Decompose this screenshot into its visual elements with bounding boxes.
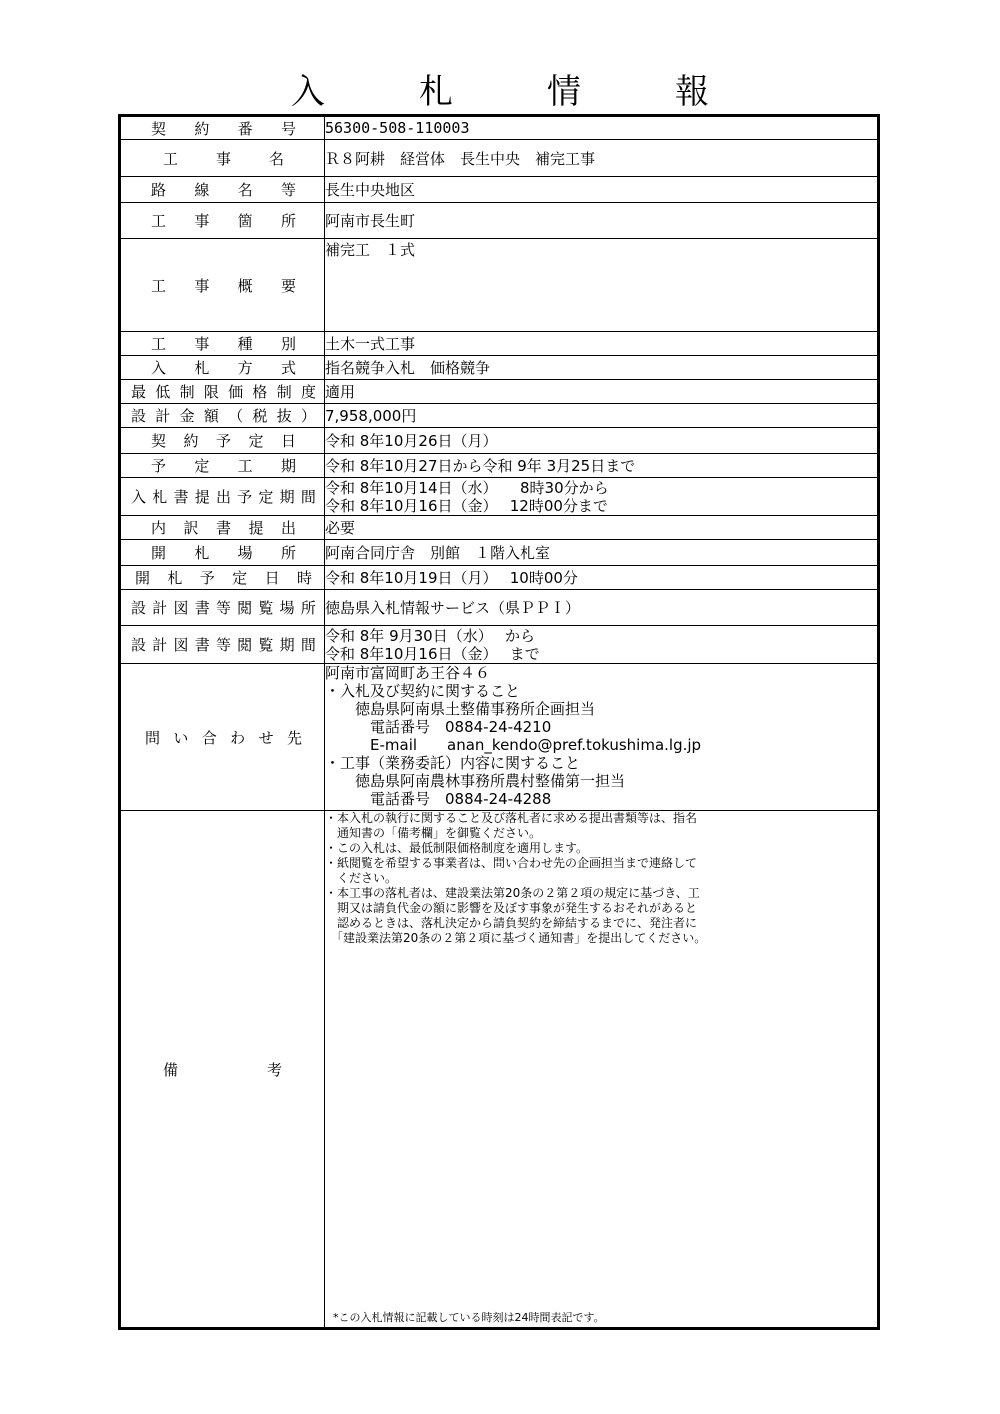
label-char: 名 — [268, 149, 284, 168]
label-char: 工 — [151, 276, 167, 295]
text-line: ください。 — [325, 871, 398, 885]
label-char: 先 — [286, 728, 302, 747]
label-bid-method — [120, 356, 325, 380]
label-char: 額 — [203, 407, 219, 425]
label-char: 等 — [280, 181, 296, 199]
value-bid-method: 指名競争入札 価格競争 — [325, 356, 879, 380]
label-char: 期 — [279, 488, 295, 506]
label-char: 約 — [194, 119, 210, 138]
label-char: 覧 — [258, 636, 274, 654]
text-line: 阿南市富岡町あ王谷４６ — [325, 664, 491, 682]
row-opening-datetime — [120, 566, 879, 590]
label-char: 限 — [203, 383, 219, 401]
label-char: 度 — [300, 383, 316, 401]
label-submission — [120, 478, 325, 516]
row-breakdown — [120, 516, 879, 540]
text-line: ・入札及び契約に関すること — [325, 682, 521, 700]
label-char: 等 — [215, 636, 231, 654]
label-char: 場 — [237, 544, 253, 562]
row-viewing-period — [120, 626, 879, 664]
label-char: 予 — [237, 488, 253, 506]
label-char: 入 — [131, 488, 147, 506]
label-char: 開 — [135, 569, 151, 587]
value-remarks — [325, 811, 879, 1329]
label-char: 提 — [248, 519, 264, 537]
bid-info-table — [118, 114, 880, 1330]
label-char: 金 — [179, 407, 195, 425]
label-char: 名 — [237, 181, 253, 199]
label-char: 最 — [131, 383, 147, 401]
label-char: 番 — [237, 119, 253, 138]
label-char: 書 — [194, 599, 210, 617]
label-char: 出 — [280, 519, 296, 537]
text-line: 徳島県阿南農林事務所農村整備第一担当 — [325, 772, 626, 790]
label-char: 書 — [194, 636, 210, 654]
label-char: 図 — [173, 599, 189, 617]
label-char: 概 — [237, 276, 253, 295]
label-char: 書 — [173, 488, 189, 506]
label-char: 間 — [300, 636, 316, 654]
label-char: い — [173, 728, 189, 747]
text-line: 徳島県阿南県土整備事務所企画担当 — [325, 700, 596, 718]
row-design-amount — [120, 404, 879, 428]
label-char: 事 — [215, 149, 231, 168]
label-route-name — [120, 177, 325, 203]
value-breakdown: 必要 — [325, 516, 879, 540]
value-work-type: 土木一式工事 — [325, 332, 879, 356]
label-char: 約 — [183, 432, 199, 450]
label-char: 間 — [300, 488, 316, 506]
value-contract-date: 令和 8年10月26日（月） — [325, 428, 879, 454]
page-title: 入 札 情 報 — [291, 72, 739, 112]
label-char: 開 — [151, 544, 167, 562]
label-char: 定 — [248, 432, 264, 450]
row-work-site — [120, 203, 879, 239]
value-opening-datetime: 令和 8年10月19日（月） 10時00分 — [325, 566, 879, 590]
text-line: E-mail anan_kendo@pref.tokushima.lg.jp — [325, 736, 702, 754]
remarks-footer: *この入札情報に記載している時刻は24時間表記です。 — [333, 1311, 605, 1324]
text-line: 電話番号 0884-24-4210 — [325, 718, 552, 736]
label-char: 低 — [155, 383, 171, 401]
label-char: 閲 — [237, 599, 253, 617]
row-submission — [120, 478, 879, 516]
value-work-site: 阿南市長生町 — [325, 203, 879, 239]
contact-lines — [325, 664, 877, 808]
value-design-amount: 7,958,000円 — [325, 404, 879, 428]
row-route-name — [120, 177, 879, 203]
label-char: ） — [300, 407, 316, 425]
label-char: 所 — [300, 599, 316, 617]
label-char: 予 — [215, 432, 231, 450]
label-char: 所 — [280, 544, 296, 562]
label-char: 日 — [264, 569, 280, 587]
value-contract-no: 56300-508-110003 — [325, 116, 879, 140]
text-line: 認めるときは、落札決定から請負契約を締結するまでに、発注者に — [325, 916, 698, 930]
label-char: 図 — [173, 636, 189, 654]
text-line: ・この入札は、最低制限価格制度を適用します。 — [325, 841, 589, 855]
label-char: 種 — [237, 335, 253, 353]
row-bid-method — [120, 356, 879, 380]
label-char: 定 — [258, 488, 274, 506]
label-char: 計 — [155, 407, 171, 425]
label-design-amount — [120, 404, 325, 428]
label-char: 訳 — [183, 519, 199, 537]
label-char: 設 — [131, 407, 147, 425]
label-char: 期 — [280, 457, 296, 475]
label-char: 書 — [215, 519, 231, 537]
label-char: 工 — [237, 457, 253, 475]
viewing-end: 令和 8年10月16日（金） まで — [325, 644, 540, 663]
value-work-summary: 補完工 １式 — [325, 239, 879, 332]
label-char: 抜 — [276, 407, 292, 425]
label-work-name — [120, 140, 325, 177]
row-work-name — [120, 140, 879, 177]
label-char: 提 — [194, 488, 210, 506]
label-char: 期 — [279, 636, 295, 654]
label-work-type — [120, 332, 325, 356]
label-viewing-period — [120, 626, 325, 664]
label-char: 備 — [163, 1060, 179, 1079]
label-char: 設 — [131, 599, 147, 617]
label-char: 内 — [151, 519, 167, 537]
value-schedule: 令和 8年10月27日から令和 9年 3月25日まで — [325, 454, 879, 478]
row-work-summary — [120, 239, 879, 332]
value-min-price: 適用 — [325, 380, 879, 404]
label-char: 事 — [194, 212, 210, 230]
row-remarks — [120, 811, 879, 1329]
label-char: 問 — [145, 728, 161, 747]
value-opening-place: 阿南合同庁舎 別館 １階入札室 — [325, 540, 879, 566]
row-opening-place — [120, 540, 879, 566]
label-char: 路 — [151, 181, 167, 199]
label-char: （ — [228, 407, 244, 425]
label-char: 事 — [194, 335, 210, 353]
label-char: 入 — [151, 359, 167, 377]
label-char: 予 — [151, 457, 167, 475]
label-char: 所 — [280, 212, 296, 230]
text-line: 期又は請負代金の額に影響を及ぼす事象が発生するおそれがあると — [325, 901, 698, 915]
label-contact — [120, 664, 325, 811]
text-line: ・紙閲覧を希望する事業者は、問い合わせ先の企画担当まで連絡して — [325, 856, 698, 870]
text-line: ・本工事の落札者は、建設業法第20条の２第２項の規定に基づき、工 — [325, 886, 700, 900]
label-char: 札 — [167, 569, 183, 587]
text-line: 通知書の「備考欄」を御覧ください。 — [325, 826, 542, 840]
label-char: 別 — [280, 335, 296, 353]
label-char: 制 — [179, 383, 195, 401]
value-viewing-period — [325, 626, 879, 664]
label-char: 事 — [194, 276, 210, 295]
label-char: 線 — [194, 181, 210, 199]
label-char: 号 — [280, 119, 296, 138]
row-contract-no — [120, 116, 879, 140]
label-work-summary — [120, 239, 325, 332]
label-char: 出 — [215, 488, 231, 506]
label-min-price — [120, 380, 325, 404]
viewing-start: 令和 8年 9月30日（水） から — [325, 626, 535, 645]
label-char: 箇 — [237, 212, 253, 230]
label-char: 日 — [280, 432, 296, 450]
label-remarks — [120, 811, 325, 1329]
text-line: ・本入札の執行に関すること及び落札者に求める提出書類等は、指名 — [325, 811, 698, 825]
label-char: 方 — [237, 359, 253, 377]
label-char: 札 — [194, 544, 210, 562]
label-breakdown — [120, 516, 325, 540]
label-char: 契 — [151, 119, 167, 138]
label-char: 契 — [151, 432, 167, 450]
row-min-price — [120, 380, 879, 404]
label-char: 計 — [152, 636, 168, 654]
label-contract-no — [120, 116, 325, 140]
value-viewing-place: 徳島県入札情報サービス（県ＰＰＩ） — [325, 590, 879, 626]
label-char: 価 — [228, 383, 244, 401]
label-opening-datetime — [120, 566, 325, 590]
label-char: 工 — [151, 335, 167, 353]
label-char: 合 — [201, 728, 217, 747]
label-char: せ — [258, 728, 274, 747]
label-char: 札 — [194, 359, 210, 377]
label-char: 予 — [199, 569, 215, 587]
label-char: 時 — [296, 569, 312, 587]
label-viewing-place — [120, 590, 325, 626]
label-char: わ — [230, 728, 246, 747]
label-char: 覧 — [258, 599, 274, 617]
submission-end: 令和 8年10月16日（金） 12時00分まで — [325, 496, 608, 515]
row-schedule — [120, 454, 879, 478]
value-route-name: 長生中央地区 — [325, 177, 879, 203]
label-char: 等 — [215, 599, 231, 617]
label-char: 工 — [163, 149, 179, 168]
remarks-lines — [325, 811, 877, 946]
label-char: 要 — [280, 276, 296, 295]
label-contract-date — [120, 428, 325, 454]
value-work-name: Ｒ８阿耕 経営体 長生中央 補完工事 — [325, 140, 879, 177]
submission-start: 令和 8年10月14日（水） 8時30分から — [325, 478, 609, 497]
row-viewing-place — [120, 590, 879, 626]
label-char: 閲 — [237, 636, 253, 654]
label-char: 格 — [252, 383, 268, 401]
label-char: 税 — [252, 407, 268, 425]
label-char: 設 — [131, 636, 147, 654]
text-line: 電話番号 0884-24-4288 — [325, 790, 552, 808]
label-schedule — [120, 454, 325, 478]
label-char: 計 — [152, 599, 168, 617]
text-line: 「建設業法第20条の２第２項に基づく通知書」を提出してください。 — [325, 931, 707, 945]
label-char: 式 — [280, 359, 296, 377]
label-char: 制 — [276, 383, 292, 401]
text-line: ・工事（業務委託）内容に関すること — [325, 754, 581, 772]
label-char: 定 — [232, 569, 248, 587]
label-opening-place — [120, 540, 325, 566]
row-work-type — [120, 332, 879, 356]
label-work-site — [120, 203, 325, 239]
value-contact — [325, 664, 879, 811]
label-char: 場 — [279, 599, 295, 617]
value-submission — [325, 478, 879, 516]
label-char: 工 — [151, 212, 167, 230]
label-char: 定 — [194, 457, 210, 475]
row-contact — [120, 664, 879, 811]
row-contract-date — [120, 428, 879, 454]
label-char: 札 — [152, 488, 168, 506]
label-char: 考 — [266, 1060, 282, 1079]
